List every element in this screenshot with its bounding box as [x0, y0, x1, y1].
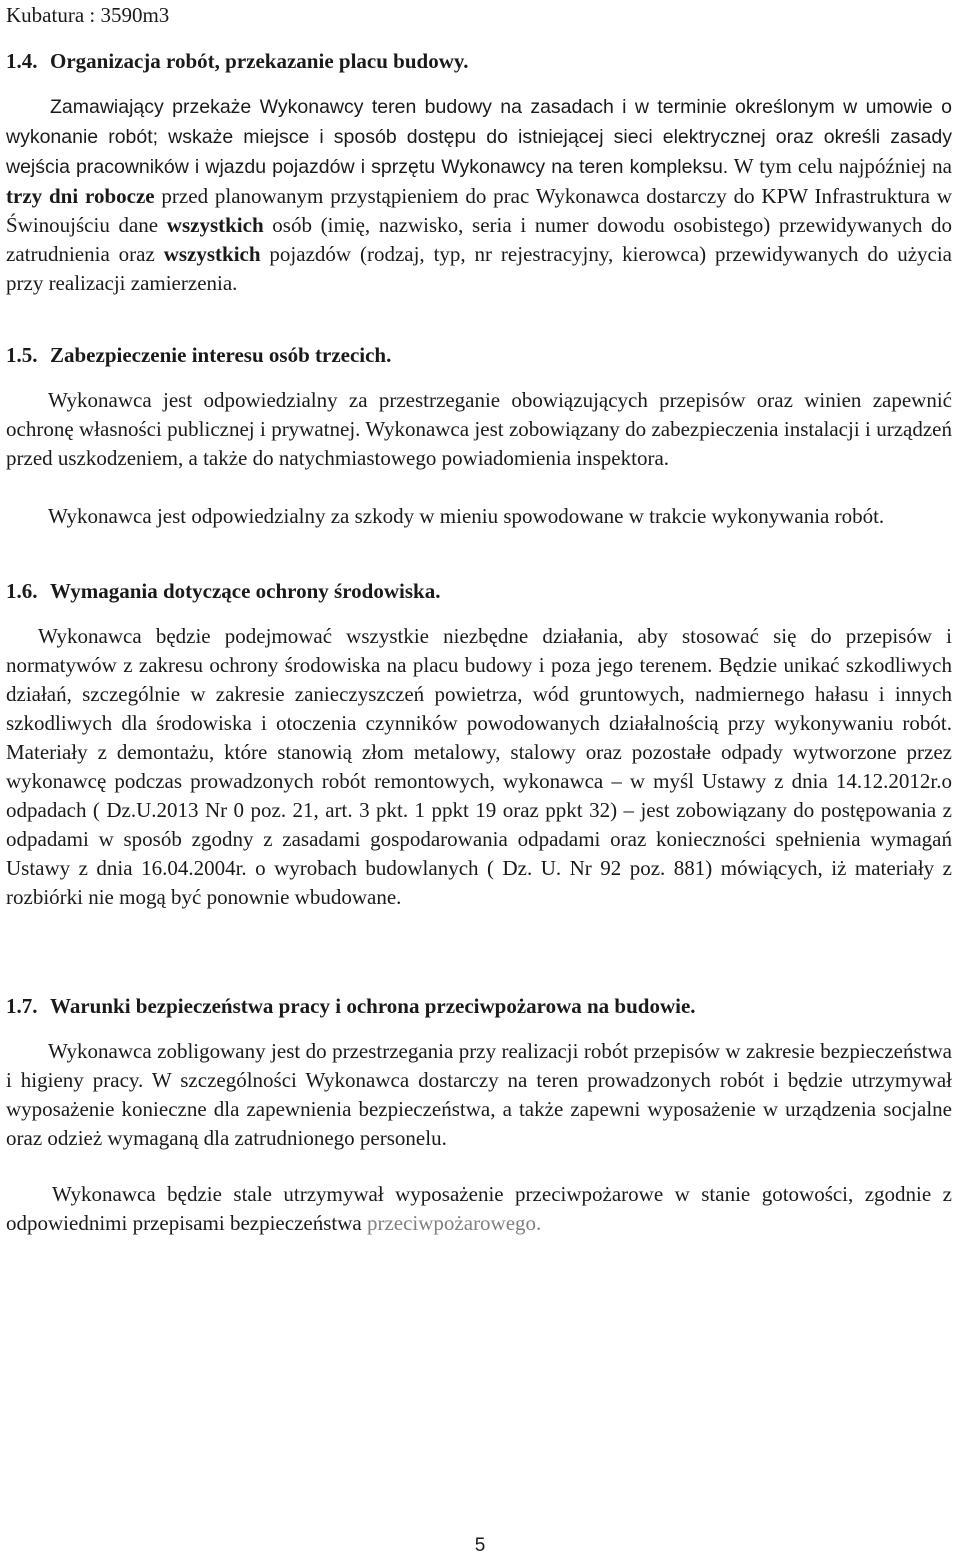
paragraph-text: przed planowanym przystąpieniem do prac Wykonawca dostarczy do KPW Infrastruktura w Świnoujściu dane	[6, 184, 952, 237]
bold-text: trzy dni robocze	[6, 184, 155, 208]
paragraph-text: Wykonawca jest odpowiedzialny za szkody w mieniu spowodowane w trakcie wykonywania robót.	[48, 504, 885, 528]
paragraph-1-5-b	[6, 502, 952, 531]
section-title: Warunki bezpieczeństwa pracy i ochrona przeciwpożarowa na budowie.	[50, 994, 696, 1018]
paragraph-text: Wykonawca jest odpowiedzialny za przestrzeganie obowiązujących przepisów oraz winien zapewnić ochronę własności publicznej i prywatnej. Wykonawca jest zobowiązany do zabezpieczenia instalacji i urządzeń przed uszkodzeniem, a także do natychmiastowego powiadomienia inspektora.	[6, 388, 952, 470]
section-number: 1.5.	[6, 343, 38, 367]
paragraph-1-6	[6, 622, 952, 912]
paragraph-1-7-b	[6, 1180, 952, 1238]
section-title: Organizacja robót, przekazanie placu budowy.	[50, 49, 469, 73]
paragraph-text: Wykonawca będzie stale utrzymywał wyposażenie przeciwpożarowe w stanie gotowości, zgodnie z odpowiednimi przepisami bezpieczeństwa	[6, 1182, 952, 1235]
section-number: 1.7.	[6, 994, 38, 1018]
section-title: Wymagania dotyczące ochrony środowiska.	[50, 579, 441, 603]
section-number: 1.6.	[6, 579, 38, 603]
page-footer	[0, 1535, 960, 1557]
paragraph-1-7-a	[6, 1037, 952, 1153]
paragraph-text: pojazdów (rodzaj, typ, nr rejestracyjny, kierowca) przewidywanych do użycia przy realizacji zamierzenia.	[6, 242, 953, 295]
page-number: 5	[474, 1535, 486, 1556]
section-title: Zabezpieczenie interesu osób trzecich.	[50, 343, 392, 367]
paragraph-1-4	[6, 92, 952, 298]
paragraph-text: Wykonawca będzie podejmować wszystkie niezbędne działania, aby stosować się do przepisów i normatywów z zakresu ochrony środowiska na placu budowy i poza jego terenem. Będzie unikać szkodliwych działań, szczególnie w zakresie zanieczyszczeń powietrza, wód gruntowych, nadmiernego hałasu i innych szkodliwych dla środowiska i otoczenia czynników powodowanych działalnością przy wykonywaniu robót. Materiały z demontażu, które stanowią złom metalowy, stalowy oraz pozostałe odpady wytworzone przez wykonawcę podczas prowadzonych robót remontowych, wykonawca – w myśl Ustawy z dnia 14.12.2012r.o odpadach ( Dz.U.2013 Nr 0 poz. 21, art. 3 pkt. 1 ppkt 19 oraz ppkt 32) – jest zobowiązany do postępowania z odpadami w sposób zgodny z zasadami gospodarowania odpadami oraz konieczności spełnienia wymagań Ustawy z dnia 16.04.2004r. o wyrobach budowlanych ( Dz. U. Nr 92 poz. 881) mówiących, iż materiały z rozbiórki nie mogą być ponownie wbudowane.	[6, 624, 952, 909]
section-heading-1-4	[6, 48, 468, 74]
bold-text: wszystkich	[166, 213, 264, 237]
section-number: 1.4.	[6, 49, 38, 73]
volume-line: Kubatura : 3590m3	[6, 3, 170, 27]
paragraph-text: W tym celu najpóźniej na	[728, 154, 952, 178]
grey-text: przeciwpożarowego.	[366, 1211, 542, 1235]
paragraph-1-5-a	[6, 386, 952, 473]
section-heading-1-5	[6, 342, 391, 368]
section-heading-1-6	[6, 578, 440, 604]
bold-text: wszystkich	[163, 242, 261, 266]
paragraph-text: Zamawiający przekaże Wykonawcy teren budowy na zasadach i w terminie określonym w umowie o wykonanie robót; wskaże miejsce i sposób dostępu do istniejącej sieci elektrycznej oraz określi zasady wejścia pracowników i wjazdu pojazdów i sprzętu Wykonawcy na teren kompleksu.	[6, 96, 952, 178]
paragraph-text: osób (imię, nazwisko, seria i numer dowodu osobistego) przewidywanych do zatrudnienia oraz	[6, 213, 953, 266]
section-heading-1-7	[6, 993, 696, 1019]
paragraph-text: Wykonawca zobligowany jest do przestrzegania przy realizacji robót przepisów w zakresie bezpieczeństwa i higieny pracy. W szczególności Wykonawca dostarczy na teren prowadzonych robót i będzie utrzymywał wyposażenie konieczne dla zapewnienia bezpieczeństwa, a także zapewni wyposażenie w urządzenia socjalne oraz odzież wymaganą dla zatrudnionego personelu.	[6, 1039, 952, 1150]
